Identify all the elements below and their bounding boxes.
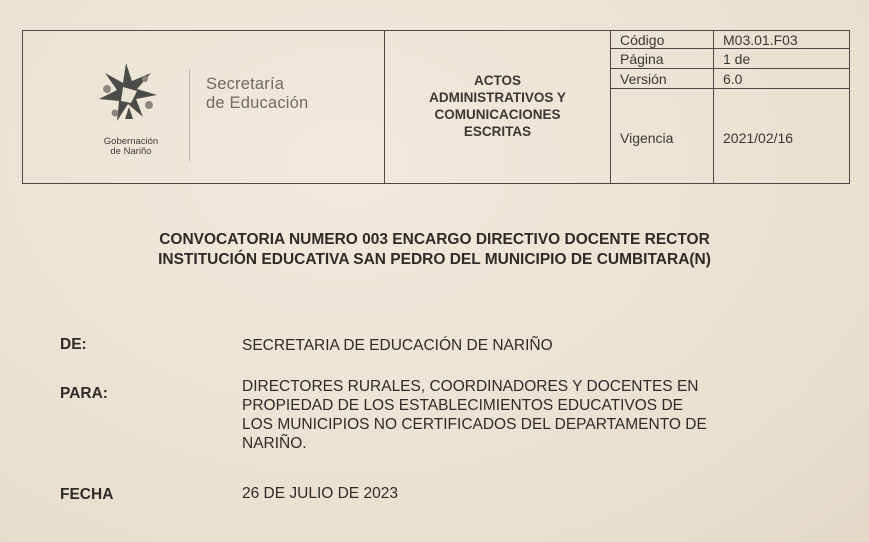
document-type-title — [385, 72, 610, 140]
version-label: Versión — [620, 71, 667, 87]
para-line: LOS MUNICIPIOS NO CERTIFICADOS DEL DEPARTAMENTO DE — [242, 416, 707, 433]
logo-cell — [23, 31, 384, 183]
gobernacion-star-logo-icon — [93, 59, 163, 139]
pagina-value: 1 de — [723, 51, 751, 67]
document-type-line: ADMINISTRATIVOS Y — [429, 90, 566, 105]
title-line: INSTITUCIÓN EDUCATIVA SAN PEDRO DEL MUNICIPIO DE CUMBITARA(N) — [158, 251, 711, 268]
document-type-cell — [385, 31, 610, 183]
secretaria-line: de Educación — [206, 94, 309, 112]
para-value — [242, 377, 707, 453]
logo-caption-line: Gobernación — [103, 136, 159, 147]
para-line: PROPIEDAD DE LOS ESTABLECIMIENTOS EDUCATIVOS DE — [242, 397, 683, 414]
codigo-value: M03.01.F03 — [723, 32, 798, 48]
header-row-line — [610, 68, 850, 69]
codigo-label: Código — [620, 32, 665, 48]
para-line: NARIÑO. — [242, 435, 307, 452]
version-value: 6.0 — [723, 71, 743, 87]
para-line: DIRECTORES RURALES, COORDINADORES Y DOCENTES EN — [242, 378, 699, 395]
pagina-label: Página — [620, 51, 664, 67]
logo-divider — [189, 69, 190, 161]
document-type-line: COMUNICACIONES — [434, 107, 561, 122]
secretaria-line: Secretaría — [206, 75, 285, 93]
document-type-line: ACTOS — [473, 73, 521, 88]
para-label: PARA: — [60, 385, 108, 402]
document-type-line: ESCRITAS — [463, 124, 532, 139]
de-value: SECRETARIA DE EDUCACIÓN DE NARIÑO — [242, 337, 553, 354]
header-divider — [610, 31, 611, 183]
de-label: DE: — [60, 336, 87, 353]
logo-caption — [83, 137, 179, 157]
secretaria-name — [206, 75, 308, 113]
vigencia-label: Vigencia — [620, 130, 674, 146]
header-row-line — [610, 88, 850, 89]
convocatoria-title — [0, 230, 869, 270]
logo-caption-line: de Nariño — [110, 146, 152, 157]
vigencia-value: 2021/02/16 — [723, 130, 794, 146]
title-line: CONVOCATORIA NUMERO 003 ENCARGO DIRECTIVO DOCENTE RECTOR — [159, 231, 710, 248]
fecha-label: FECHA — [60, 486, 114, 503]
fecha-value: 26 DE JULIO DE 2023 — [242, 485, 398, 502]
document-header-table — [22, 30, 850, 184]
header-divider — [713, 31, 714, 183]
